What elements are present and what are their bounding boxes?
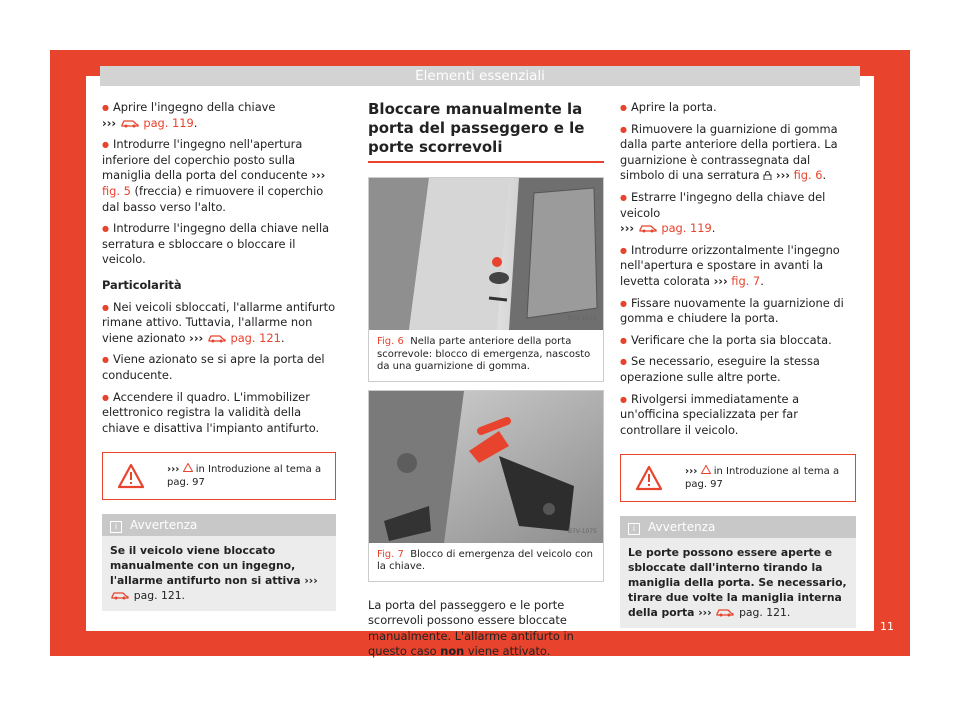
page-link[interactable]: pag. 121 [230,330,281,345]
figure-link[interactable]: fig. 6 [793,168,823,183]
warning-box: ››› in Introduzione al tema a pag. 97 [620,454,856,502]
column-left [102,100,336,611]
figure-7-image [369,391,603,543]
figure-7 [368,390,604,582]
note-box: i Avvertenza Le porte possono essere aperte e sbloccate dall'interno tirando la maniglia della porta. Se necessario, tirare due volte la maniglia interna della porta ››› pag. 121. [620,516,856,628]
car-fault-icon [638,221,658,233]
small-warning-icon [701,465,711,474]
step-extract-key: ● Estrarre l'ingegno della chiave del veicolo ››› pag. 119. [620,190,856,237]
section-header: Elementi essenziali [100,66,860,86]
section-title: Bloccare manualmente la porta del passeggero e le porte scorrevoli [368,100,585,156]
step-refit-seal: ● Fissare nuovamente la guarnizione di gomma e chiudere la porta. [620,296,856,327]
step-open-door: ● Aprire la porta. [620,100,856,116]
figure-link[interactable]: fig. 7 [731,273,761,288]
warning-link[interactable]: in Introduzione al tema a pag. 97 [167,464,322,489]
figure-link[interactable]: fig. 5 [102,183,131,198]
car-fault-icon [120,116,140,128]
title-underline [368,161,604,163]
step-repeat: ● Se necessario, eseguire la stessa operazione sulle altre porte. [620,354,856,385]
lock-icon [763,171,772,180]
figure-code: B7V-1074 [567,315,597,323]
note-title: Avvertenza [648,520,716,535]
ref-arrows: ››› [102,115,117,130]
figure-7-caption: Fig. 7 Blocco di emergenza del veicolo con la chiave. [377,548,593,572]
page-link[interactable]: pag. 119 [143,115,194,130]
figure-6-caption: Fig. 6 Nella parte anteriore della porta scorrevole: blocco di emergenza, nascosto da una guarnizione di gomma. [377,336,591,372]
step-verify: ● Verificare che la porta sia bloccata. [620,333,856,349]
step-insert-horizontal: ● Introdurre orizzontalmente l'ingegno nell'apertura e spostare in avanti la levetta colorata ››› fig. 7. [620,243,856,290]
warning-triangle-icon [117,463,145,489]
info-icon: i [628,523,640,535]
step-workshop: ● Rivolgersi immediatamente a un'officina specializzata per far controllare il veicolo. [620,392,856,439]
column-right [620,100,856,628]
warning-box: ››› in Introduzione al tema a pag. 97 [102,452,336,500]
info-icon: i [110,521,122,533]
car-fault-icon [715,605,735,617]
step-remove-seal: ● Rimuovere la guarnizione di gomma dalla parte anteriore della portiera. La guarnizione è contrassegnata dal simbolo di una serratura ››› fig. 6. [620,122,856,184]
step-insert-key: ● Introdurre l'ingegno nell'apertura inferiore del coperchio posto sulla maniglia della porta del conducente ››› fig. 5 (freccia) e rimuovere il coperchio dal basso verso l'alto. [102,137,336,215]
note-title: Avvertenza [130,518,198,533]
warning-triangle-icon [635,465,663,491]
car-fault-icon [110,588,130,600]
figure-code: B7V-1075 [567,527,597,535]
warning-link[interactable]: in Introduzione al tema a pag. 97 [685,466,840,491]
column-middle [368,100,604,666]
small-warning-icon [183,463,193,472]
step-open-key: ● Aprire l'ingegno della chiave ››› pag. 119. [102,100,336,131]
figure-6-image [369,178,603,330]
page-link[interactable]: pag. 121. [739,606,791,620]
figure-6 [368,177,604,382]
car-fault-icon [207,331,227,343]
body-text: La porta del passeggero e le porte scorrevoli possono essere bloccate manualmente. L'allarme antifurto in questo caso non viene attivato. [368,597,574,659]
note-ignition: ● Accendere il quadro. L'immobilizer elettronico registra la validità della chiave e disattiva l'impianto antifurto. [102,390,336,437]
note-alarm: ● Nei veicoli sbloccati, l'allarme antifurto rimane attivo. Tuttavia, l'allarme non viene azionato ››› pag. 121. [102,300,336,347]
note-box: i Avvertenza Se il veicolo viene bloccato manualmente con un ingegno, l'allarme antifurto non si attiva ››› pag. 121. [102,514,336,611]
page-link[interactable]: pag. 119 [661,221,712,236]
step-lock-unlock: ● Introdurre l'ingegno della chiave nella serratura e sbloccare o bloccare il veicolo. [102,221,336,268]
note-driver-door: ● Viene azionato se si apre la porta del conducente. [102,352,336,383]
page-link[interactable]: pag. 121. [133,589,185,603]
page-number: 11 [880,620,894,633]
subheading: Particolarità [102,277,182,292]
